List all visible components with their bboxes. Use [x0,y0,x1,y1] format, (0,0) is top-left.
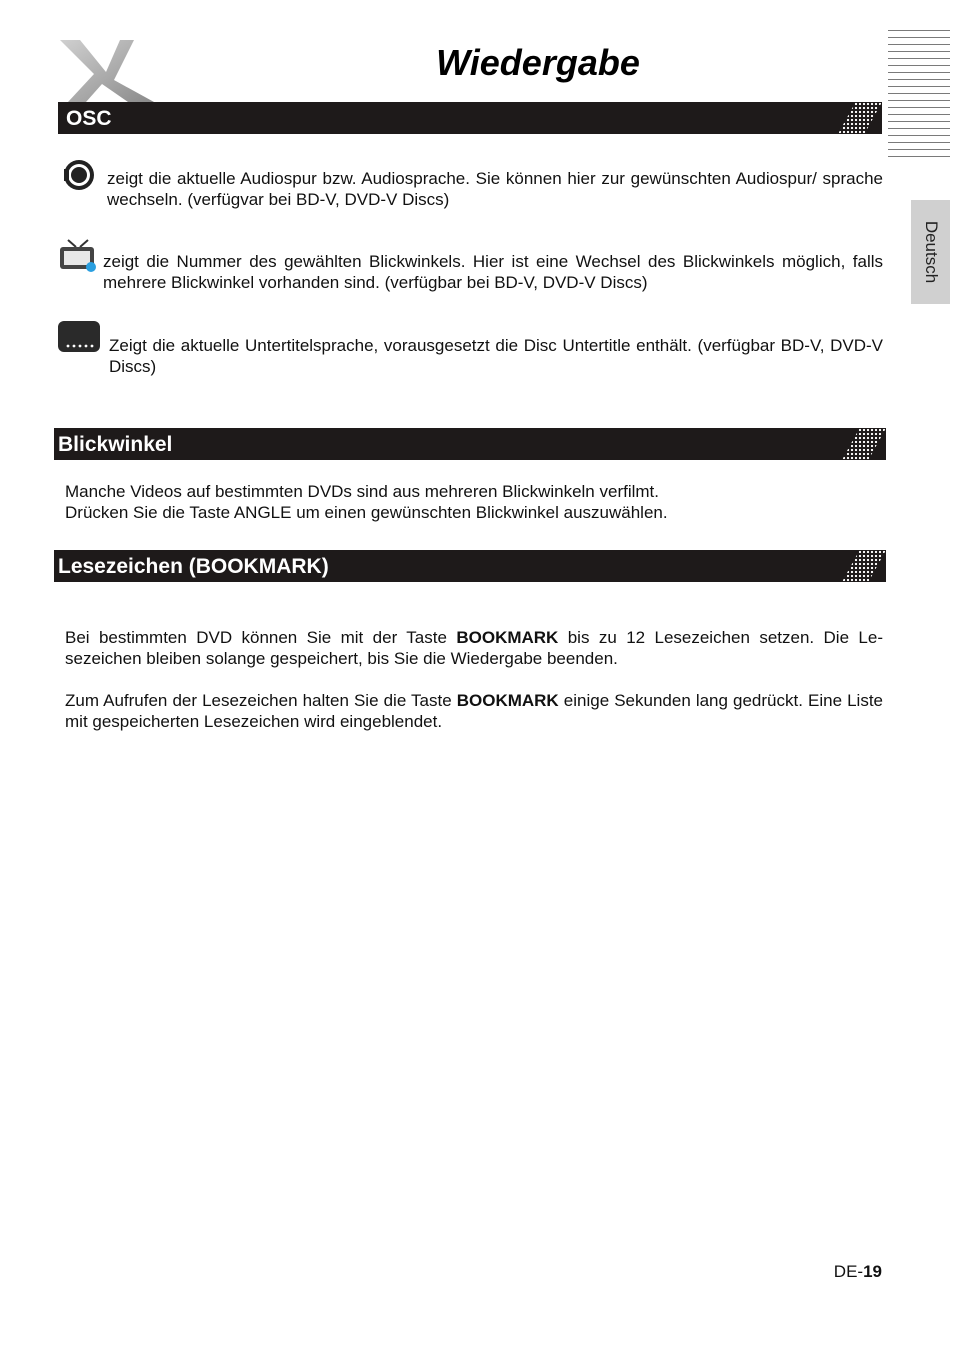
language-tab [911,200,950,304]
page-number-prefix: DE- [833,1262,864,1281]
bookmark-p2-text: Zum Aufrufen der Lesezeichen halten Sie die Taste [65,691,457,710]
section-heading-text: Lesezeichen (BOOKMARK) [58,555,329,578]
bookmark-paragraph-2 [65,690,883,732]
blickwinkel-line-2: Drücken Sie die Taste ANGLE um einen gewünschten Blickwinkel auszuwählen. [65,503,668,522]
page-title: Wiedergabe [436,42,640,83]
bookmark-key-label: BOOKMARK [456,691,559,710]
section-heading-bookmark [54,550,886,582]
osc-item-subtitle: Zeigt die aktuelle Untertitelsprache, vorausgesetzt die Disc Untertitle enthält. (verfügbar BD-V, DVD-V Discs) [109,336,883,376]
subtitle-icon [58,321,100,353]
blickwinkel-text [65,481,883,523]
section-heading-osc [58,102,882,134]
bookmark-p2-text: einige Sekunden lang gedrückt. Eine Liste mit gespeicherten Lesezeichen wird eingeblendet. [65,691,883,731]
decorative-lines [888,30,950,158]
angle-tv-icon [58,238,98,274]
language-tab-label: Deutsch [921,220,941,284]
audio-track-icon [60,158,98,192]
dot-pattern [838,102,882,134]
bookmark-p1-text: bis zu 12 Lesezeichen setzen. Die Le-sezeichen bleiben solange gespeichert, bis Sie die Wiedergabe beenden. [65,628,884,668]
dot-pattern [842,428,886,460]
page-number [812,1262,882,1282]
bookmark-p1-text: Bei bestimmten DVD können Sie mit der Taste [65,628,457,647]
dot-pattern [842,550,886,582]
blickwinkel-line-1: Manche Videos auf bestimmten DVDs sind aus mehreren Blickwinkeln verfilmt. [65,482,659,501]
bookmark-paragraph-1 [65,627,883,669]
osc-item-audio: zeigt die aktuelle Audiospur bzw. Audiosprache. Sie können hier zur gewünschten Audiospur/ sprache wechseln. (verfügvar bei BD-V, DVD-V Discs) [107,169,883,209]
osc-item-angle: zeigt die Nummer des gewählten Blickwinkels. Hier ist eine Wechsel des Blickwinkels möglich, falls mehrere Blickwinkel vorhanden sind. (verfügbar bei BD-V, DVD-V Discs) [103,252,883,292]
section-heading-text: OSC [66,107,112,130]
section-heading-text: Blickwinkel [58,433,173,456]
section-heading-blickwinkel [54,428,886,460]
brand-logo [56,38,156,104]
bookmark-key-label: BOOKMARK [456,628,559,647]
page-number-value: 19 [863,1262,882,1281]
